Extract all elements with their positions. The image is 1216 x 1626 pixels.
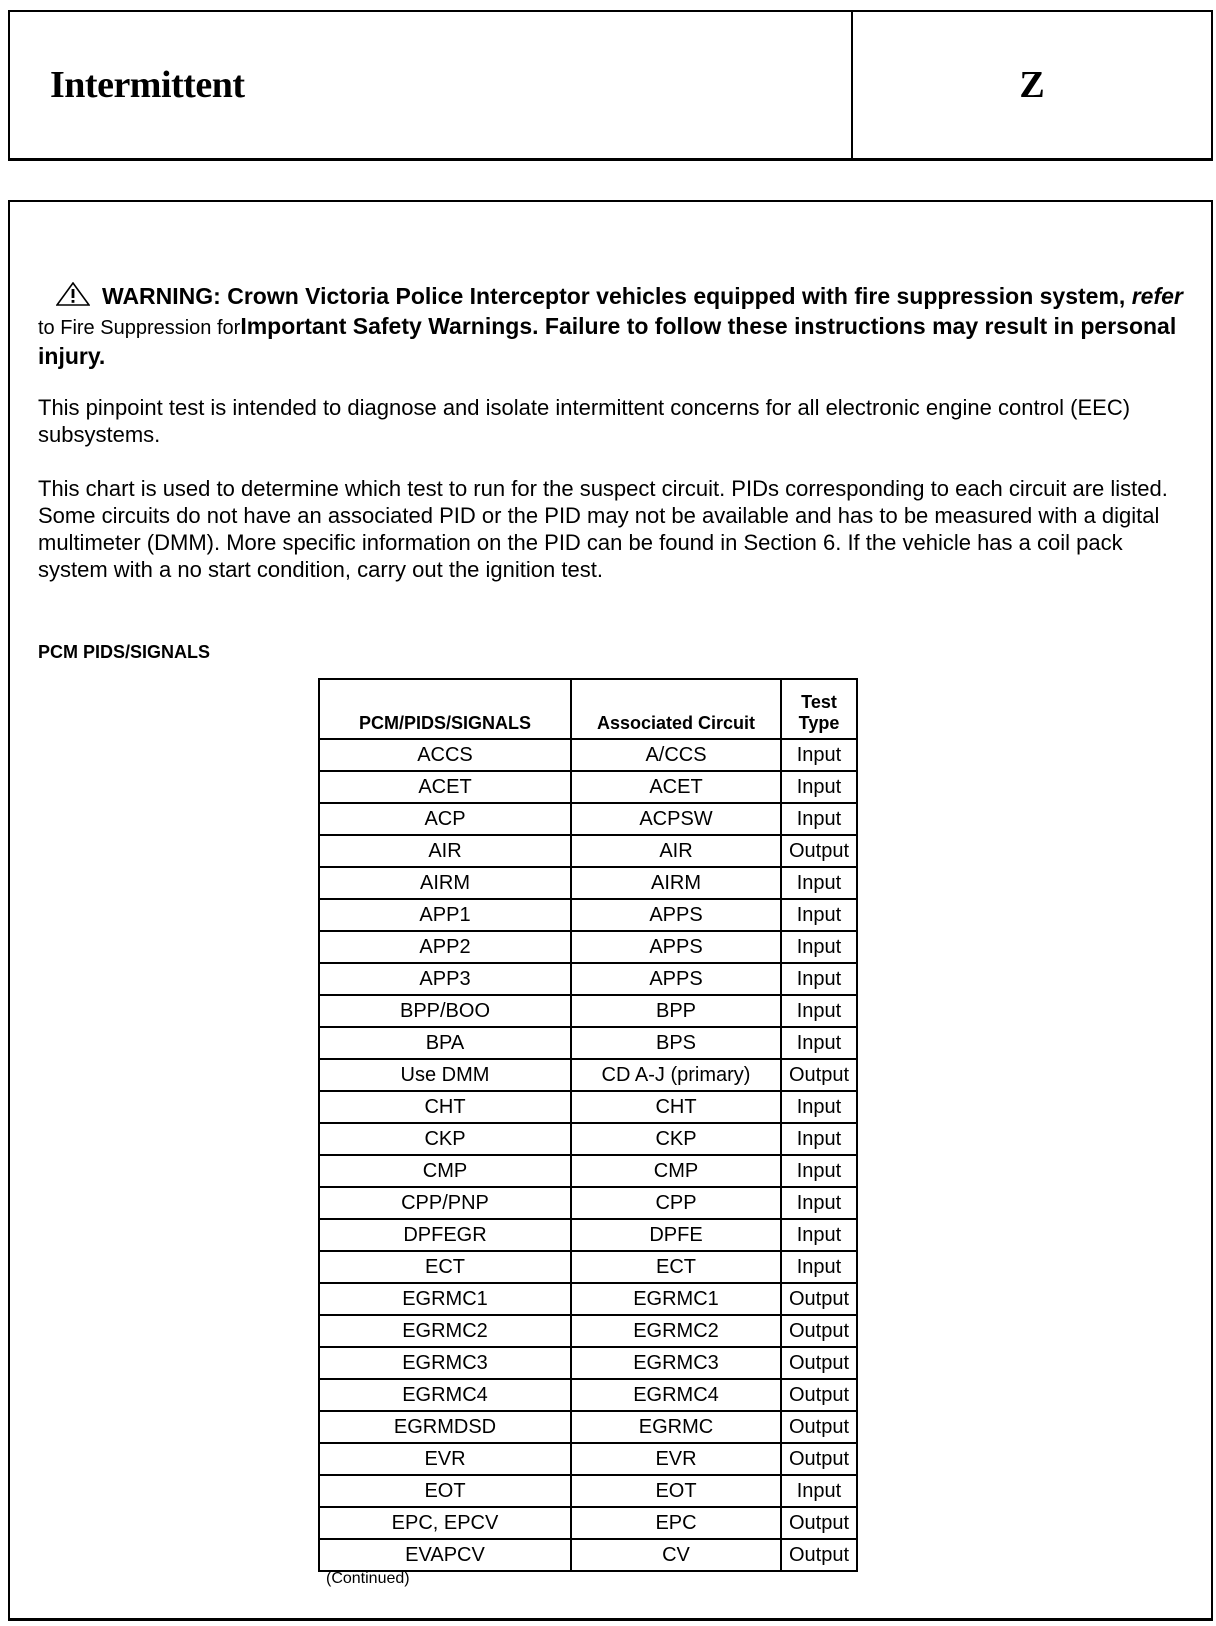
cell-pid: CMP (319, 1155, 571, 1187)
cell-associated-circuit: DPFE (571, 1219, 781, 1251)
table-row (319, 1347, 857, 1379)
cell-pid: EGRMDSD (319, 1411, 571, 1443)
table-row (319, 1251, 857, 1283)
column-header-test-type (781, 679, 857, 739)
table-row (319, 1283, 857, 1315)
table-row (319, 1219, 857, 1251)
cell-associated-circuit: EPC (571, 1507, 781, 1539)
table-row (319, 1027, 857, 1059)
warning-link-fire-suppression[interactable]: to Fire Suppression for (38, 317, 241, 339)
cell-test-type: Input (781, 1251, 857, 1283)
table-row (319, 931, 857, 963)
cell-pid: EGRMC4 (319, 1379, 571, 1411)
table-row (319, 1507, 857, 1539)
table-row (319, 1059, 857, 1091)
cell-test-type: Input (781, 867, 857, 899)
cell-pid: AIR (319, 835, 571, 867)
pcm-pids-table (318, 678, 858, 1572)
cell-associated-circuit: AIRM (571, 867, 781, 899)
table-row (319, 867, 857, 899)
table-row (319, 1379, 857, 1411)
cell-associated-circuit: AIR (571, 835, 781, 867)
cell-associated-circuit: EGRMC (571, 1411, 781, 1443)
cell-pid: APP2 (319, 931, 571, 963)
cell-associated-circuit: EGRMC2 (571, 1315, 781, 1347)
table-row (319, 1091, 857, 1123)
cell-associated-circuit: EGRMC1 (571, 1283, 781, 1315)
column-header-pcm-pids: PCM/PIDS/SIGNALS (319, 679, 571, 739)
table-row (319, 739, 857, 771)
warning-triangle-icon (56, 282, 90, 306)
cell-test-type: Output (781, 1443, 857, 1475)
cell-associated-circuit: APPS (571, 899, 781, 931)
cell-associated-circuit: EOT (571, 1475, 781, 1507)
cell-pid: EVAPCV (319, 1539, 571, 1571)
cell-test-type: Input (781, 1187, 857, 1219)
warning-text-refer: refer (1131, 283, 1183, 309)
cell-test-type: Input (781, 963, 857, 995)
cell-pid: BPP/BOO (319, 995, 571, 1027)
cell-pid: APP1 (319, 899, 571, 931)
table-row (319, 1187, 857, 1219)
cell-associated-circuit: APPS (571, 931, 781, 963)
cell-pid: EOT (319, 1475, 571, 1507)
table-row (319, 1475, 857, 1507)
cell-associated-circuit: CV (571, 1539, 781, 1571)
cell-pid: Use DMM (319, 1059, 571, 1091)
table-row (319, 963, 857, 995)
cell-associated-circuit: ECT (571, 1251, 781, 1283)
section-code: Z (1019, 64, 1045, 106)
chart-usage-paragraph: This chart is used to determine which test to run for the suspect circuit. PIDs corresponding to each circuit are listed. Some circuits do not have an associated PID or the PID may not be available and has to be measured with a digital multimeter (DMM). More specific information on the PID can be found in Section 6. If the vehicle has a coil pack system with a no start condition, carry out the ignition test. (38, 476, 1168, 582)
cell-associated-circuit: A/CCS (571, 739, 781, 771)
page-title: Intermittent (50, 64, 245, 106)
cell-test-type: Output (781, 1347, 857, 1379)
cell-pid: APP3 (319, 963, 571, 995)
cell-pid: DPFEGR (319, 1219, 571, 1251)
cell-associated-circuit: ACET (571, 771, 781, 803)
cell-test-type: Output (781, 1539, 857, 1571)
cell-associated-circuit: CHT (571, 1091, 781, 1123)
header-title-cell (10, 12, 853, 158)
cell-test-type: Output (781, 1315, 857, 1347)
section-heading: PCM PIDS/SIGNALS (38, 642, 211, 662)
cell-associated-circuit: EVR (571, 1443, 781, 1475)
cell-test-type: Input (781, 1475, 857, 1507)
cell-associated-circuit: EGRMC3 (571, 1347, 781, 1379)
cell-test-type: Input (781, 1027, 857, 1059)
cell-pid: ACET (319, 771, 571, 803)
cell-pid: CPP/PNP (319, 1187, 571, 1219)
cell-pid: CHT (319, 1091, 571, 1123)
cell-test-type: Input (781, 899, 857, 931)
cell-pid: EGRMC3 (319, 1347, 571, 1379)
cell-test-type: Output (781, 1283, 857, 1315)
header-code-cell (853, 12, 1211, 158)
cell-test-type: Input (781, 739, 857, 771)
cell-associated-circuit: CD A-J (primary) (571, 1059, 781, 1091)
cell-test-type: Output (781, 835, 857, 867)
cell-pid: EPC, EPCV (319, 1507, 571, 1539)
table-row (319, 995, 857, 1027)
table-row (319, 1155, 857, 1187)
cell-associated-circuit: ACPSW (571, 803, 781, 835)
table-body (319, 739, 857, 1571)
column-header-associated-circuit: Associated Circuit (571, 679, 781, 739)
cell-test-type: Input (781, 995, 857, 1027)
cell-associated-circuit: APPS (571, 963, 781, 995)
cell-test-type: Input (781, 1219, 857, 1251)
cell-test-type: Output (781, 1411, 857, 1443)
test-type-line2: Type (798, 713, 840, 733)
warning-text-bold-2: Important Safety Warnings. Failure to follow these instructions may result in personal injury. (38, 313, 1177, 369)
intro-paragraph: This pinpoint test is intended to diagnose and isolate intermittent concerns for all electronic engine control (EEC) subsystems. (38, 395, 1131, 447)
cell-test-type: Output (781, 1379, 857, 1411)
cell-test-type: Input (781, 771, 857, 803)
cell-test-type: Input (781, 1123, 857, 1155)
table-row (319, 1539, 857, 1571)
cell-pid: EGRMC2 (319, 1315, 571, 1347)
cell-associated-circuit: EGRMC4 (571, 1379, 781, 1411)
cell-associated-circuit: BPS (571, 1027, 781, 1059)
table-row (319, 771, 857, 803)
cell-pid: ECT (319, 1251, 571, 1283)
cell-test-type: Input (781, 1091, 857, 1123)
cell-pid: EVR (319, 1443, 571, 1475)
cell-test-type: Input (781, 931, 857, 963)
cell-test-type: Input (781, 1155, 857, 1187)
cell-pid: BPA (319, 1027, 571, 1059)
cell-associated-circuit: CPP (571, 1187, 781, 1219)
cell-test-type: Input (781, 803, 857, 835)
cell-associated-circuit: BPP (571, 995, 781, 1027)
content-box (8, 200, 1213, 1621)
table-row (319, 803, 857, 835)
warning-notice (38, 282, 1188, 370)
cell-pid: ACCS (319, 739, 571, 771)
cell-pid: ACP (319, 803, 571, 835)
cell-test-type: Output (781, 1507, 857, 1539)
table-row (319, 1443, 857, 1475)
continued-note: (Continued) (326, 1570, 410, 1587)
table-row (319, 899, 857, 931)
cell-associated-circuit: CMP (571, 1155, 781, 1187)
cell-pid: EGRMC1 (319, 1283, 571, 1315)
table-row (319, 1315, 857, 1347)
page-header (8, 10, 1213, 161)
cell-test-type: Output (781, 1059, 857, 1091)
warning-text-bold-1: WARNING: Crown Victoria Police Interceptor vehicles equipped with fire suppression system, (102, 283, 1132, 309)
cell-pid: CKP (319, 1123, 571, 1155)
table-header-row (319, 679, 857, 739)
test-type-line1: Test (801, 692, 837, 712)
table-row (319, 1123, 857, 1155)
table-row (319, 835, 857, 867)
table-row (319, 1411, 857, 1443)
cell-pid: AIRM (319, 867, 571, 899)
cell-associated-circuit: CKP (571, 1123, 781, 1155)
